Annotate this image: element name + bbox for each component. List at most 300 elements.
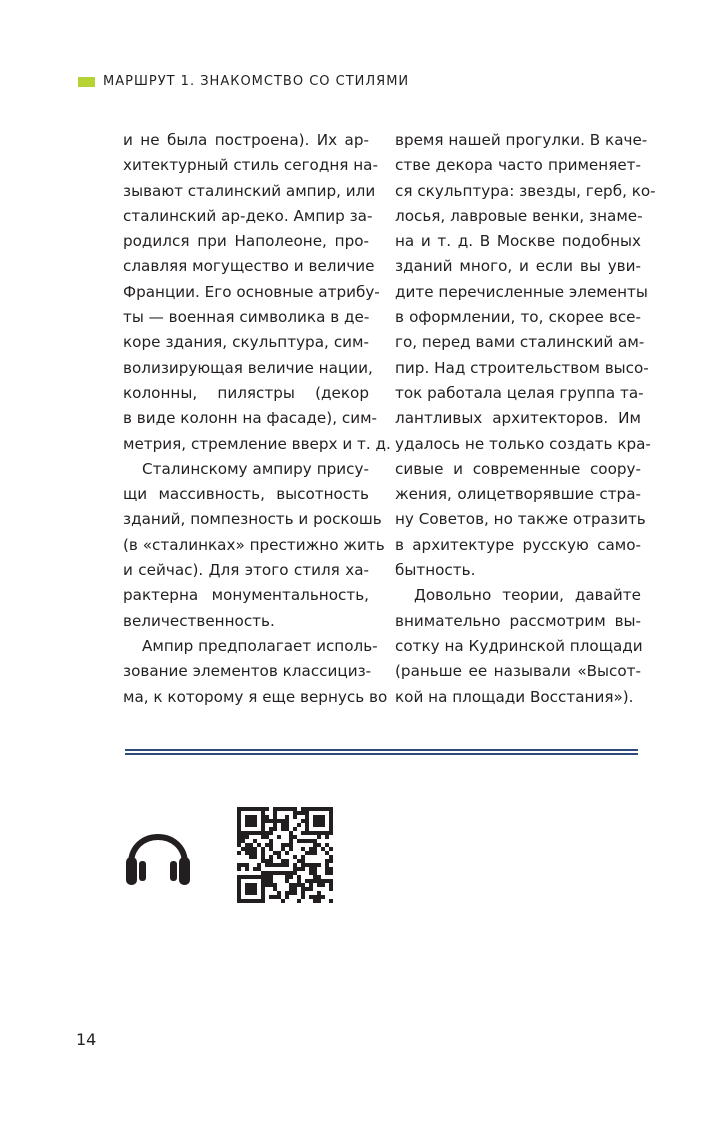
qr-module [301, 859, 305, 863]
qr-module [277, 863, 281, 867]
qr-module [253, 839, 257, 843]
qr-module [317, 819, 321, 823]
qr-module [249, 887, 253, 891]
qr-module [309, 847, 313, 851]
qr-module [249, 847, 253, 851]
text-line: славляя могущество и величие [123, 257, 375, 276]
text-line: колонны, пилястры (декор [123, 383, 369, 402]
qr-module [301, 847, 305, 851]
page-number: 14 [76, 1030, 97, 1049]
qr-module [301, 831, 305, 835]
qr-module [329, 827, 333, 831]
qr-module [261, 807, 265, 811]
qr-module [245, 863, 249, 867]
qr-module [277, 835, 281, 839]
text-line: в архитектуре русскую само- [395, 535, 641, 554]
qr-module [277, 851, 281, 855]
qr-module [281, 807, 285, 811]
qr-module [309, 887, 313, 891]
qr-module [329, 855, 333, 859]
qr-module [245, 831, 249, 835]
text-line: ся скульптура: звезды, герб, ко- [395, 181, 656, 200]
qr-module [265, 879, 269, 883]
qr-module [237, 887, 241, 891]
qr-module [265, 843, 269, 847]
qr-module [241, 839, 245, 843]
qr-module [249, 807, 253, 811]
qr-module [237, 879, 241, 883]
qr-module [253, 851, 257, 855]
text-line: лантливых архитекторов. Им [395, 409, 641, 428]
qr-module [317, 895, 321, 899]
qr-module [273, 883, 277, 887]
qr-module [285, 891, 289, 895]
qr-module [245, 875, 249, 879]
qr-module [289, 891, 293, 895]
qr-module [277, 819, 281, 823]
qr-module [301, 863, 305, 867]
qr-module [269, 895, 273, 899]
qr-module [289, 883, 293, 887]
qr-module [253, 887, 257, 891]
text-line: стве декора часто применяет- [395, 156, 641, 175]
qr-module [309, 863, 313, 867]
qr-module [305, 827, 309, 831]
qr-module [261, 835, 265, 839]
qr-module [249, 891, 253, 895]
qr-module [253, 847, 257, 851]
qr-module [313, 831, 317, 835]
qr-module [309, 895, 313, 899]
qr-module [293, 855, 297, 859]
qr-module [297, 875, 301, 879]
qr-module [237, 815, 241, 819]
qr-module [237, 819, 241, 823]
qr-module [273, 895, 277, 899]
qr-module [285, 843, 289, 847]
qr-module [237, 843, 241, 847]
qr-module [313, 839, 317, 843]
qr-module [249, 823, 253, 827]
qr-module [269, 839, 273, 843]
qr-module [245, 899, 249, 903]
text-line: на и т. д. В Москве подобных [395, 232, 641, 251]
text-line: в виде колонн на фасаде), сим- [123, 409, 378, 428]
qr-module [285, 859, 289, 863]
qr-module [301, 855, 305, 859]
text-line: хитектурный стиль сегодня на- [123, 156, 378, 175]
qr-module [325, 835, 329, 839]
header-accent-bar [78, 77, 95, 87]
qr-module [285, 863, 289, 867]
text-line: ма, к которому я еще вернусь во [123, 687, 388, 706]
qr-module [285, 823, 289, 827]
qr-module [249, 875, 253, 879]
qr-module [289, 887, 293, 891]
qr-module [281, 843, 285, 847]
qr-module [325, 867, 329, 871]
qr-module [261, 823, 265, 827]
qr-module [321, 883, 325, 887]
qr-module [273, 815, 277, 819]
qr-module [289, 871, 293, 875]
text-line: зование элементов классициз- [123, 662, 372, 681]
qr-module [305, 831, 309, 835]
text-line: зывают сталинский ампир, или [123, 181, 376, 200]
qr-module [309, 831, 313, 835]
qr-module [253, 883, 257, 887]
qr-module [265, 831, 269, 835]
qr-module [245, 819, 249, 823]
qr-module [289, 847, 293, 851]
qr-module [317, 807, 321, 811]
qr-module [281, 847, 285, 851]
text-line: метрия, стремление вверх и т. д. [123, 434, 391, 453]
qr-module [301, 883, 305, 887]
qr-module [325, 863, 329, 867]
qr-module [265, 807, 269, 811]
qr-module [329, 883, 333, 887]
qr-module [313, 843, 317, 847]
qr-module [317, 843, 321, 847]
qr-module [329, 831, 333, 835]
text-line: (в «сталинках» престижно жить [123, 535, 385, 554]
qr-module [273, 887, 277, 891]
qr-module [253, 823, 257, 827]
qr-code-icon[interactable] [237, 807, 333, 903]
qr-module [273, 863, 277, 867]
text-line: время нашей прогулки. В каче- [395, 131, 648, 149]
qr-module [329, 867, 333, 871]
qr-module [321, 895, 325, 899]
qr-module [273, 823, 277, 827]
qr-module [313, 871, 317, 875]
text-line: дите перечисленные элементы [395, 282, 648, 301]
qr-module [273, 871, 277, 875]
qr-module [325, 831, 329, 835]
divider-line [125, 753, 638, 755]
qr-module [297, 811, 301, 815]
text-line: пир. Над строительством высо- [395, 358, 649, 377]
text-line: и сейчас). Для этого стиля ха- [123, 561, 369, 580]
qr-module [317, 863, 321, 867]
qr-module [321, 807, 325, 811]
qr-module [237, 867, 241, 871]
qr-module [285, 819, 289, 823]
qr-module [237, 875, 241, 879]
qr-module [293, 863, 297, 867]
qr-module [301, 891, 305, 895]
qr-module [261, 819, 265, 823]
qr-module [265, 871, 269, 875]
qr-module [285, 827, 289, 831]
qr-module [285, 875, 289, 879]
qr-module [245, 887, 249, 891]
qr-module [241, 899, 245, 903]
qr-module [297, 879, 301, 883]
qr-module [245, 807, 249, 811]
qr-module [301, 807, 305, 811]
qr-module [301, 887, 305, 891]
qr-module [321, 823, 325, 827]
qr-module [269, 847, 273, 851]
qr-module [261, 831, 265, 835]
qr-module [305, 819, 309, 823]
qr-module [317, 875, 321, 879]
text-line: родился при Наполеоне, про- [123, 232, 369, 251]
qr-module [321, 831, 325, 835]
qr-module [241, 831, 245, 835]
qr-module [253, 899, 257, 903]
qr-module [329, 815, 333, 819]
text-line: зданий много, и если вы уви- [395, 257, 641, 276]
qr-module [237, 895, 241, 899]
qr-module [273, 827, 277, 831]
qr-module [321, 815, 325, 819]
qr-module [305, 887, 309, 891]
qr-module [265, 815, 269, 819]
qr-module [265, 859, 269, 863]
text-line: жения, олицетворявшие стра- [395, 485, 641, 504]
qr-module [321, 847, 325, 851]
qr-module [293, 807, 297, 811]
text-line: в оформлении, то, скорее все- [395, 308, 641, 327]
qr-module [293, 815, 297, 819]
text-line: сивые и современные соору- [395, 459, 641, 478]
text-line: сталинский ар-деко. Ампир за- [123, 206, 373, 225]
qr-module [237, 863, 241, 867]
qr-module [313, 815, 317, 819]
qr-module [245, 835, 249, 839]
text-line: внимательно рассмотрим вы- [395, 611, 641, 630]
qr-module [253, 855, 257, 859]
qr-module [309, 883, 313, 887]
headphones-icon [122, 818, 194, 890]
text-line: щи массивность, высотность [123, 485, 369, 504]
qr-module [245, 883, 249, 887]
qr-module [237, 899, 241, 903]
qr-module [305, 823, 309, 827]
qr-module [317, 823, 321, 827]
qr-module [245, 843, 249, 847]
qr-module [237, 839, 241, 843]
qr-module [269, 827, 273, 831]
qr-module [277, 807, 281, 811]
qr-module [261, 847, 265, 851]
qr-module [317, 879, 321, 883]
qr-module [281, 863, 285, 867]
qr-module [269, 819, 273, 823]
qr-module [313, 863, 317, 867]
qr-module [237, 851, 241, 855]
text-line: го, перед вами сталинский ам- [395, 333, 645, 352]
qr-module [293, 871, 297, 875]
qr-module [301, 839, 305, 843]
qr-module [261, 827, 265, 831]
qr-module [245, 815, 249, 819]
qr-module [237, 883, 241, 887]
qr-module [261, 855, 265, 859]
text-line: (раньше ее называли «Высот- [395, 662, 641, 681]
qr-module [253, 807, 257, 811]
qr-module [313, 807, 317, 811]
qr-module [317, 831, 321, 835]
qr-module [269, 871, 273, 875]
text-line: ты — военная символика в де- [123, 308, 370, 327]
qr-module [329, 859, 333, 863]
qr-module [325, 871, 329, 875]
qr-module [329, 887, 333, 891]
text-line: сотку на Кудринской площади [395, 636, 643, 655]
left-text-column [123, 128, 391, 710]
qr-module [261, 851, 265, 855]
qr-module [313, 867, 317, 871]
qr-module [265, 819, 269, 823]
qr-module [273, 819, 277, 823]
text-line: зданий, помпезность и роскошь [123, 510, 382, 529]
qr-module [305, 811, 309, 815]
qr-module [325, 859, 329, 863]
qr-module [297, 899, 301, 903]
qr-module [273, 807, 277, 811]
qr-module [237, 811, 241, 815]
qr-module [257, 899, 261, 903]
qr-module [261, 891, 265, 895]
qr-module [273, 811, 277, 815]
qr-module [289, 831, 293, 835]
qr-module [329, 879, 333, 883]
qr-module [237, 807, 241, 811]
qr-module [329, 899, 333, 903]
qr-module [245, 847, 249, 851]
text-line: рактерна монументальность, [123, 586, 369, 605]
qr-module [249, 819, 253, 823]
qr-module [305, 863, 309, 867]
qr-module [285, 815, 289, 819]
qr-module [265, 875, 269, 879]
qr-module [257, 875, 261, 879]
qr-module [293, 835, 297, 839]
qr-module [325, 851, 329, 855]
qr-module [261, 895, 265, 899]
text-line: удалось не только создать кра- [395, 434, 651, 453]
qr-module [301, 895, 305, 899]
qr-module [293, 883, 297, 887]
qr-module [261, 811, 265, 815]
qr-module [309, 851, 313, 855]
qr-module [281, 823, 285, 827]
qr-module [269, 859, 273, 863]
text-line: кой на площади Восстания»). [395, 687, 634, 706]
qr-module [273, 851, 277, 855]
qr-module [249, 815, 253, 819]
qr-module [281, 899, 285, 903]
qr-module [317, 835, 321, 839]
text-line: Сталинскому ампиру прису- [142, 459, 369, 478]
qr-module [297, 839, 301, 843]
qr-module [289, 843, 293, 847]
qr-module [277, 855, 281, 859]
qr-module [249, 831, 253, 835]
qr-module [297, 823, 301, 827]
qr-module [329, 811, 333, 815]
qr-module [265, 835, 269, 839]
qr-module [245, 851, 249, 855]
divider-line [125, 749, 638, 751]
qr-module [249, 883, 253, 887]
qr-module [241, 807, 245, 811]
qr-module [245, 891, 249, 895]
qr-module [261, 887, 265, 891]
text-line: коре здания, скульптура, сим- [123, 333, 369, 352]
text-line: величественность. [123, 611, 275, 630]
qr-module [253, 875, 257, 879]
text-line: лосья, лавровые венки, знаме- [395, 206, 643, 225]
qr-module [257, 863, 261, 867]
qr-module [237, 831, 241, 835]
qr-module [317, 899, 321, 903]
qr-module [297, 867, 301, 871]
qr-module [265, 863, 269, 867]
qr-module [269, 883, 273, 887]
qr-module [305, 879, 309, 883]
qr-module [289, 839, 293, 843]
qr-module [253, 867, 257, 871]
qr-module [257, 807, 261, 811]
qr-module [317, 815, 321, 819]
qr-module [241, 835, 245, 839]
qr-module [269, 831, 273, 835]
qr-module [257, 867, 261, 871]
qr-module [313, 895, 317, 899]
qr-module [309, 807, 313, 811]
qr-module [325, 843, 329, 847]
qr-module [281, 827, 285, 831]
qr-module [285, 895, 289, 899]
qr-module [281, 871, 285, 875]
qr-module [293, 811, 297, 815]
qr-module [293, 827, 297, 831]
qr-module [285, 807, 289, 811]
qr-module [305, 807, 309, 811]
qr-module [305, 815, 309, 819]
text-line: Франции. Его основные атрибу- [123, 282, 380, 301]
qr-module [289, 875, 293, 879]
qr-module [241, 847, 245, 851]
qr-module [277, 895, 281, 899]
qr-module [301, 867, 305, 871]
qr-module [281, 819, 285, 823]
qr-module [317, 883, 321, 887]
qr-module [261, 875, 265, 879]
qr-module [313, 847, 317, 851]
qr-module [309, 879, 313, 883]
qr-module [313, 879, 317, 883]
text-line: ну Советов, но также отразить [395, 510, 646, 529]
qr-module [293, 887, 297, 891]
section-divider [125, 749, 638, 755]
qr-module [249, 899, 253, 903]
qr-module [237, 891, 241, 895]
qr-module [249, 851, 253, 855]
qr-module [313, 823, 317, 827]
qr-module [241, 875, 245, 879]
qr-module [249, 843, 253, 847]
qr-module [261, 879, 265, 883]
qr-module [253, 815, 257, 819]
qr-module [293, 891, 297, 895]
qr-module [261, 871, 265, 875]
